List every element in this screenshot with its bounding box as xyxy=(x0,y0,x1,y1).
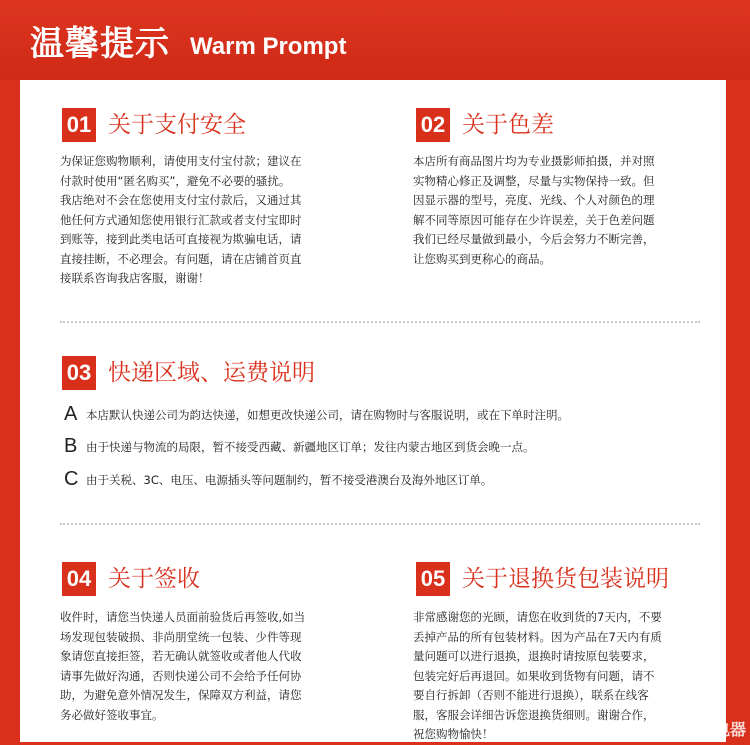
section-title: 快递区域、运费说明 xyxy=(108,360,315,386)
header-banner xyxy=(0,0,750,80)
section-shipping-header xyxy=(62,356,662,390)
section-title: 关于支付安全 xyxy=(108,112,246,138)
text-line: 让您购买到更称心的商品。 xyxy=(413,251,551,266)
text-line: 非常感谢您的光顾，请您在收到货的7天内，不要 xyxy=(413,610,662,624)
section-title: 关于色差 xyxy=(462,112,554,138)
text-line: 直接挂断，不必理会。有问题，请在店铺首页直 xyxy=(60,251,302,266)
text-line: 祝您购物愉快！ xyxy=(413,727,494,741)
watermark-text: 爱家电器 xyxy=(681,720,746,739)
text-line: 付款时使用“匿名购买”，避免不必要的骚扰。 xyxy=(60,173,291,188)
item-text: 由于关税、3C、电压、电源插头等问题制约，暂不接受港澳台及海外地区订单。 xyxy=(86,473,493,487)
section-receipt-header xyxy=(62,562,382,596)
section-number: 03 xyxy=(62,356,96,390)
text-line: 到账等，接到此类电话可直接视为欺骗电话，请 xyxy=(60,232,302,246)
text-line: 请事先做好沟通，否则快递公司不会给予任何协 xyxy=(60,668,302,683)
text-line: 包装完好后再退回。如果收到货物有问题，请不 xyxy=(413,668,655,683)
text-line: 场发现包装破损、非尚朋堂统一包装、少件等现 xyxy=(60,629,302,644)
text-line: 要自行拆卸（否则不能进行退换），联系在线客 xyxy=(413,688,649,702)
text-line: 服，客服会详细告诉您退换货细则。谢谢合作， xyxy=(413,707,655,722)
item-letter: A xyxy=(64,403,78,425)
text-line: 实物精心修正及调整，尽量与实物保持一致。但 xyxy=(413,173,655,188)
text-line: 他任何方式通知您使用银行汇款或者支付宝即时 xyxy=(60,212,302,227)
text-line: 收件时，请您当快递人员面前验货后再签收,如当 xyxy=(60,610,306,624)
text-line: 务必做好签收事宜。 xyxy=(60,707,164,722)
text-line: 助，为避免意外情况发生，保障双方利益，请您 xyxy=(60,688,302,702)
section-title: 关于签收 xyxy=(108,566,200,592)
text-line: 丢掉产品的所有包装材料。因为产品在7天内有质 xyxy=(413,629,662,644)
content-panel xyxy=(20,80,726,742)
dotted-divider xyxy=(60,523,700,525)
page-title: 温馨提示 xyxy=(30,24,170,64)
item-letter: B xyxy=(64,435,78,457)
section-payment-text xyxy=(60,152,380,289)
section-returns-header xyxy=(416,562,716,596)
section-number: 04 xyxy=(62,562,96,596)
section-color-header xyxy=(416,108,716,142)
text-line: 我店绝对不会在您使用支付宝付款后，又通过其 xyxy=(60,193,302,207)
section-receipt-text xyxy=(60,608,380,725)
section-color-text xyxy=(413,152,713,269)
section-payment-header xyxy=(62,108,382,142)
dotted-divider xyxy=(60,321,700,323)
section-title: 关于退换货包装说明 xyxy=(462,566,669,592)
item-letter: C xyxy=(64,468,79,490)
text-line: 解不同等原因可能存在少许误差，关于色差问题 xyxy=(413,212,655,227)
section-number: 01 xyxy=(62,108,96,142)
section-returns-text xyxy=(413,608,713,745)
text-line: 接联系咨询我店客服，谢谢！ xyxy=(60,271,210,285)
item-text: 由于快递与物流的局限，暂不接受西藏、新疆地区订单；发往内蒙古地区到货会晚一点。 xyxy=(86,440,535,454)
text-line: 量问题可以进行退换，退换时请按原包装要求， xyxy=(413,649,655,663)
text-line: 象请您直接拒签，若无确认就签收或者他人代收 xyxy=(60,649,302,663)
page-title-english: Warm Prompt xyxy=(190,33,347,60)
text-line: 为保证您购物顺利，请使用支付宝付款；建议在 xyxy=(60,154,302,168)
section-number: 02 xyxy=(416,108,450,142)
item-text: 本店默认快递公司为韵达快递，如想更改快递公司，请在购物时与客服说明，或在下单时注明。 xyxy=(86,408,569,422)
text-line: 因显示器的型号，亮度、光线、个人对颜色的理 xyxy=(413,193,655,207)
section-number: 05 xyxy=(416,562,450,596)
text-line: 我们已经尽量做到最小，今后会努力不断完善， xyxy=(413,232,655,246)
text-line: 本店所有商品图片均为专业摄影师拍摄，并对照 xyxy=(413,154,655,168)
